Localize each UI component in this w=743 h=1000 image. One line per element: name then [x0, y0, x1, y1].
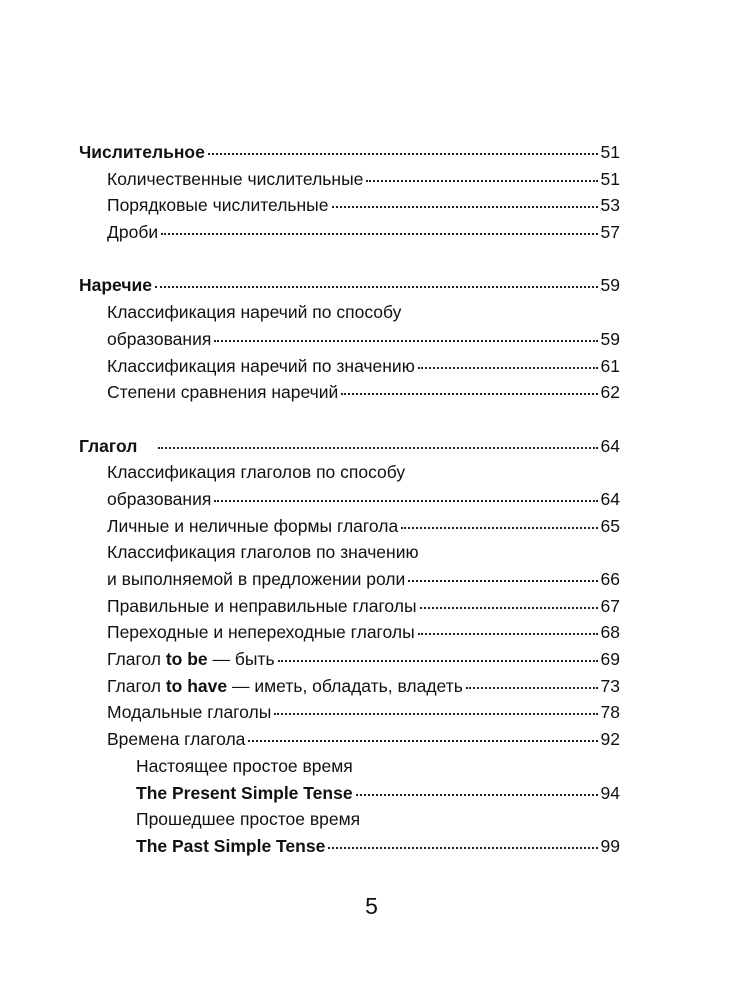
toc-item[interactable]	[79, 673, 620, 700]
toc-section-verb[interactable]	[79, 433, 620, 460]
page-ref: 57	[600, 222, 620, 243]
toc-subitem[interactable]	[79, 780, 620, 807]
toc-item[interactable]	[79, 699, 620, 726]
page-ref: 53	[600, 195, 620, 216]
page-ref: 59	[600, 328, 620, 349]
item-title: Личные и неличные формы глагола	[107, 515, 399, 536]
toc-item[interactable]	[79, 353, 620, 380]
toc-item[interactable]	[79, 513, 620, 540]
item-title: Количественные числительные	[107, 168, 364, 189]
page-ref: 92	[600, 729, 620, 750]
toc-item-line1[interactable]: Классификация глаголов по значению	[107, 542, 419, 563]
leader-dots	[214, 340, 597, 342]
leader-dots	[418, 633, 598, 635]
item-title: Модальные глаголы	[107, 702, 272, 723]
toc-item-line1[interactable]: Классификация глаголов по способу	[107, 462, 406, 483]
item-title: Глагол to have — иметь, обладать, владеть	[107, 675, 463, 696]
item-title: образования	[107, 488, 212, 509]
leader-dots	[328, 847, 597, 849]
page-ref: 51	[600, 142, 620, 162]
leader-dots	[248, 740, 597, 742]
table-of-contents	[79, 139, 620, 860]
toc-item[interactable]	[79, 219, 620, 246]
toc-item-line1[interactable]: Классификация наречий по способу	[107, 302, 402, 323]
leader-dots	[155, 286, 598, 288]
page-ref: 99	[600, 835, 620, 856]
toc-subitem-line1[interactable]: Настоящее простое время	[136, 755, 353, 776]
page-ref: 51	[600, 168, 620, 189]
page-ref: 78	[600, 702, 620, 723]
page-ref: 65	[600, 515, 620, 536]
item-title: The Past Simple Tense	[136, 835, 326, 856]
page-ref: 62	[600, 382, 620, 403]
page-ref: 64	[600, 488, 620, 509]
item-title: Порядковые числительные	[107, 195, 329, 216]
section-title: Числительное	[79, 142, 205, 162]
toc-item[interactable]	[79, 593, 620, 620]
toc-item[interactable]	[79, 566, 620, 593]
item-title: Глагол to be — быть	[107, 649, 275, 670]
page-ref: 94	[600, 782, 620, 803]
toc-item[interactable]	[79, 486, 620, 513]
page-ref: 64	[600, 435, 620, 456]
toc-subitem-line1[interactable]: Прошедшее простое время	[136, 809, 361, 830]
leader-dots	[208, 153, 598, 155]
leader-dots	[214, 500, 597, 502]
item-title: Дроби	[107, 222, 159, 243]
section-title: Глагол	[79, 435, 138, 456]
item-title: Времена глагола	[107, 729, 246, 750]
toc-item[interactable]	[79, 726, 620, 753]
page-ref: 59	[600, 275, 620, 296]
toc-section-adverb[interactable]	[79, 272, 620, 299]
leader-dots	[161, 233, 597, 235]
toc-section-numerals[interactable]	[79, 139, 620, 166]
page-ref: 67	[600, 595, 620, 616]
toc-subitem[interactable]	[79, 833, 620, 860]
toc-item[interactable]	[79, 326, 620, 353]
toc-item[interactable]	[79, 619, 620, 646]
toc-item[interactable]	[79, 379, 620, 406]
toc-item[interactable]	[79, 166, 620, 193]
section-title: Наречие	[79, 275, 153, 296]
leader-dots	[341, 393, 597, 395]
page-number: 5	[365, 893, 378, 919]
toc-item[interactable]	[79, 192, 620, 219]
item-title: Переходные и непереходные глаголы	[107, 622, 415, 643]
leader-dots	[401, 527, 597, 529]
item-title: Классификация наречий по значению	[107, 355, 415, 376]
leader-dots	[420, 607, 598, 609]
page-ref: 66	[600, 569, 620, 589]
leader-dots	[274, 713, 597, 715]
item-title: образования	[107, 328, 212, 349]
leader-dots	[408, 580, 597, 582]
toc-item[interactable]	[79, 646, 620, 673]
item-title: The Present Simple Tense	[136, 782, 353, 803]
item-title: и выполняемой в предложении роли	[107, 569, 406, 589]
leader-dots	[158, 447, 597, 449]
page-ref: 68	[600, 622, 620, 643]
leader-dots	[418, 367, 598, 369]
leader-dots	[466, 687, 598, 689]
leader-dots	[356, 794, 598, 796]
item-title: Правильные и неправильные глаголы	[107, 595, 417, 616]
page-ref: 61	[600, 355, 620, 376]
leader-dots	[278, 660, 598, 662]
page-ref: 73	[600, 675, 620, 696]
item-title: Степени сравнения наречий	[107, 382, 339, 403]
leader-dots	[366, 180, 597, 182]
page-ref: 69	[600, 649, 620, 670]
leader-dots	[332, 206, 598, 208]
